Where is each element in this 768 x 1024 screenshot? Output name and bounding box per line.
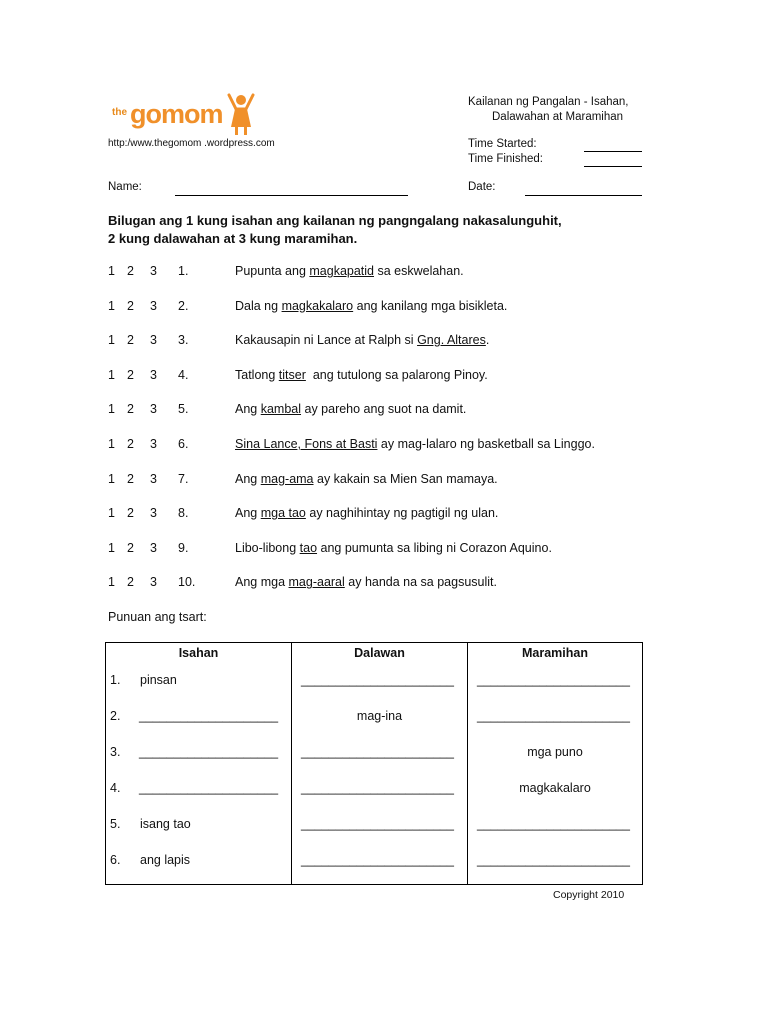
question-number: 9. xyxy=(178,540,189,555)
sentence-part: Tatlong xyxy=(235,367,279,382)
copyright: Copyright 2010 xyxy=(553,889,625,901)
answer-option-1[interactable]: 1 xyxy=(108,437,115,451)
underlined-noun: mag-aaral xyxy=(288,575,345,590)
isahan-word: pinsan xyxy=(140,673,177,687)
row-number: 2. xyxy=(110,708,121,723)
answer-option-2[interactable]: 2 xyxy=(127,264,134,278)
answer-option-3[interactable]: 3 xyxy=(150,471,157,486)
sentence-part: ang tutulong sa palarong Pinoy. xyxy=(305,367,488,382)
answer-option-3[interactable]: 3 xyxy=(150,264,157,278)
date-label: Date: xyxy=(468,181,496,193)
sentence-part: ay mag-lalaro ng basketball sa Linggo. xyxy=(377,437,595,451)
header-maramihan: Maramihan xyxy=(468,643,643,669)
answer-option-2[interactable]: 2 xyxy=(127,471,134,486)
chart-instruction: Punuan ang tsart: xyxy=(108,610,207,624)
isahan-word: ang lapis xyxy=(140,852,191,867)
table-row xyxy=(106,740,643,776)
gomom-logo xyxy=(108,93,258,139)
sentence-part: ay naghihintay ng pagtigil ng ulan. xyxy=(305,506,499,521)
question-sentence xyxy=(235,333,489,347)
sentence-part: Ang xyxy=(235,506,261,521)
row-number: 3. xyxy=(110,744,121,759)
question-number: 8. xyxy=(178,506,189,521)
dalawan-blank[interactable]: ______________________ xyxy=(301,673,454,687)
answer-option-3[interactable]: 3 xyxy=(150,575,157,590)
answer-option-1[interactable]: 1 xyxy=(108,264,115,278)
worksheet-title-line2: Dalawahan at Maramihan xyxy=(492,111,624,123)
answer-option-3[interactable]: 3 xyxy=(150,367,157,382)
time-finished-line xyxy=(584,166,642,167)
maramihan-word: mga puno xyxy=(527,744,583,759)
answer-chart xyxy=(105,642,643,885)
answer-option-2[interactable]: 2 xyxy=(127,575,134,590)
underlined-noun: mga tao xyxy=(260,506,306,521)
question-sentence xyxy=(235,575,497,589)
answer-option-1[interactable]: 1 xyxy=(108,506,115,521)
question-sentence xyxy=(235,402,466,416)
question-sentence xyxy=(235,437,595,451)
underlined-noun: mag-ama xyxy=(260,471,314,486)
answer-option-1[interactable]: 1 xyxy=(108,575,115,590)
answer-option-1[interactable]: 1 xyxy=(108,471,115,486)
question-number: 2. xyxy=(178,298,189,313)
header-isahan: Isahan xyxy=(106,643,292,669)
isahan-blank[interactable]: ____________________ xyxy=(139,744,279,759)
underlined-noun: Gng. Altares xyxy=(417,333,486,348)
table-row xyxy=(106,848,643,885)
maramihan-blank[interactable]: ______________________ xyxy=(477,708,630,723)
sentence-part: Ang mga xyxy=(235,575,289,590)
maramihan-blank[interactable]: ______________________ xyxy=(477,816,630,831)
sentence-part: Libo-libong xyxy=(235,540,300,555)
row-number: 4. xyxy=(110,780,121,795)
time-started-label: Time Started: xyxy=(468,138,537,150)
row-number: 1. xyxy=(110,673,121,687)
answer-option-2[interactable]: 2 xyxy=(127,402,134,417)
answer-option-2[interactable]: 2 xyxy=(127,540,134,555)
isahan-blank[interactable]: ____________________ xyxy=(139,780,279,795)
maramihan-word: magkakalaro xyxy=(519,780,591,795)
underlined-noun: kambal xyxy=(260,402,302,417)
answer-option-3[interactable]: 3 xyxy=(150,437,157,451)
name-label: Name: xyxy=(108,181,142,193)
dalawan-blank[interactable]: ______________________ xyxy=(301,744,454,759)
header-dalawan: Dalawan xyxy=(292,643,468,669)
instructions-line2: 2 kung dalawahan at 3 kung maramihan. xyxy=(108,231,358,246)
row-number: 5. xyxy=(110,816,121,831)
underlined-noun: titser xyxy=(278,367,306,382)
underlined-noun: tao xyxy=(299,540,318,555)
website-url: http:/www.thegomom .wordpress.com xyxy=(108,138,275,149)
answer-option-2[interactable]: 2 xyxy=(127,506,134,521)
answer-option-2[interactable]: 2 xyxy=(127,298,134,313)
table-row xyxy=(106,704,643,740)
answer-option-1[interactable]: 1 xyxy=(108,333,115,348)
question-number: 6. xyxy=(178,437,189,451)
question-number: 4. xyxy=(178,367,189,382)
sentence-part: Ang xyxy=(235,471,261,486)
underlined-noun: magkapatid xyxy=(309,264,374,278)
dalawan-word: mag-ina xyxy=(356,708,403,723)
question-sentence xyxy=(235,541,552,555)
maramihan-blank[interactable]: ______________________ xyxy=(477,852,630,867)
sentence-part: . xyxy=(485,333,490,348)
table-row xyxy=(106,668,643,704)
mom-figure-icon xyxy=(226,93,256,137)
logo-small-text: the xyxy=(112,107,127,118)
maramihan-blank[interactable]: ______________________ xyxy=(477,673,630,687)
question-sentence xyxy=(235,506,498,520)
answer-option-3[interactable]: 3 xyxy=(150,333,157,348)
sentence-part: ay handa na sa pagsusulit. xyxy=(344,575,497,590)
answer-option-3[interactable]: 3 xyxy=(150,540,157,555)
answer-option-3[interactable]: 3 xyxy=(150,506,157,521)
answer-option-2[interactable]: 2 xyxy=(127,333,134,348)
sentence-part: Ang xyxy=(235,402,261,417)
sentence-part: sa eskwelahan. xyxy=(374,264,464,278)
answer-option-2[interactable]: 2 xyxy=(127,367,134,382)
question-sentence xyxy=(235,264,464,278)
logo-brand-text: gomom xyxy=(130,99,223,129)
row-number: 6. xyxy=(110,852,121,867)
sentence-part: Pupunta ang xyxy=(235,264,310,278)
underlined-noun: magkakalaro xyxy=(281,298,354,313)
table-row xyxy=(106,812,643,848)
underlined-noun: Sina Lance, Fons at Basti xyxy=(235,437,378,451)
question-sentence xyxy=(235,299,507,313)
dalawan-blank[interactable]: ______________________ xyxy=(301,780,454,795)
question-sentence xyxy=(235,472,498,486)
question-number: 7. xyxy=(178,471,189,486)
question-sentence xyxy=(235,368,488,382)
table-row xyxy=(106,776,643,812)
sentence-part: ay pareho ang suot na damit. xyxy=(301,402,467,417)
name-line xyxy=(175,195,408,196)
time-finished-label: Time Finished: xyxy=(468,153,543,165)
answer-option-1[interactable]: 1 xyxy=(108,298,115,313)
date-line xyxy=(525,195,642,196)
answer-option-1[interactable]: 1 xyxy=(108,402,115,417)
sentence-part: ang pumunta sa libing ni Corazon Aquino. xyxy=(317,540,552,555)
question-number: 1. xyxy=(178,264,189,278)
time-started-line xyxy=(584,151,642,152)
isahan-word: isang tao xyxy=(140,816,191,831)
worksheet-title xyxy=(468,95,628,125)
answer-option-3[interactable]: 3 xyxy=(150,402,157,417)
dalawan-blank[interactable]: ______________________ xyxy=(301,816,454,831)
sentence-part: Kakausapin ni Lance at Ralph si xyxy=(235,333,418,348)
answer-option-3[interactable]: 3 xyxy=(150,298,157,313)
sentence-part: ang kanilang mga bisikleta. xyxy=(353,298,508,313)
question-number: 10. xyxy=(178,575,196,590)
answer-option-1[interactable]: 1 xyxy=(108,367,115,382)
question-number: 5. xyxy=(178,402,189,417)
isahan-blank[interactable]: ____________________ xyxy=(139,708,279,723)
answer-option-1[interactable]: 1 xyxy=(108,540,115,555)
sentence-part: ay kakain sa Mien San mamaya. xyxy=(313,471,498,486)
instructions xyxy=(108,212,562,248)
instructions-line1: Bilugan ang 1 kung isahan ang kailanan ng pangngalang nakasalunguhit, xyxy=(108,213,562,228)
worksheet-title-line1: Kailanan ng Pangalan - Isahan, xyxy=(468,96,629,108)
question-number: 3. xyxy=(178,333,189,348)
sentence-part: Dala ng xyxy=(235,298,282,313)
answer-option-2[interactable]: 2 xyxy=(127,437,134,451)
dalawan-blank[interactable]: ______________________ xyxy=(301,852,454,867)
